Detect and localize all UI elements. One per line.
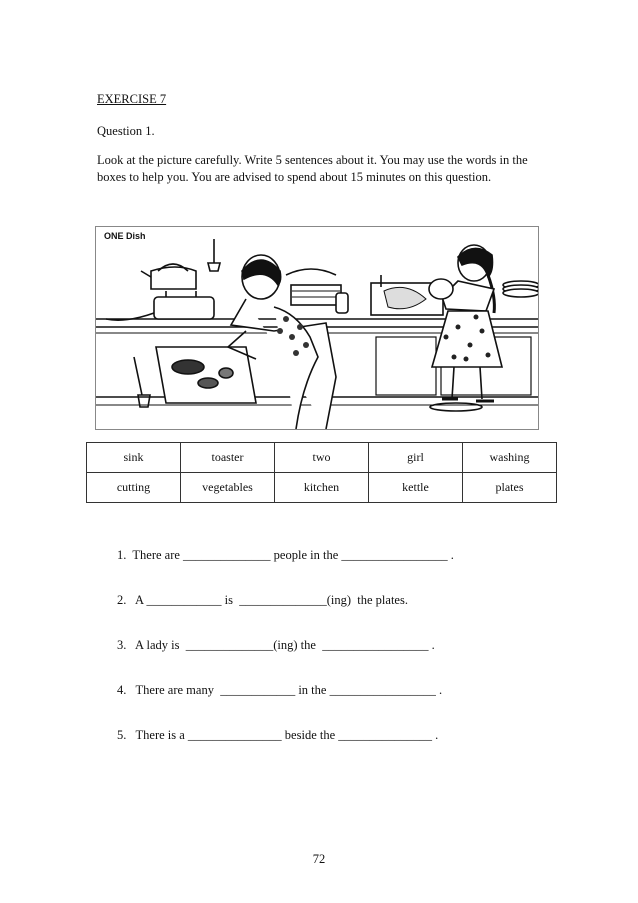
word-box-row bbox=[87, 473, 557, 503]
page-number: 72 bbox=[312, 852, 326, 866]
sentence-item: 1. There are ______________ people in the _________________ . bbox=[117, 548, 454, 562]
word-cell: washing bbox=[463, 443, 557, 473]
kitchen-drawing bbox=[96, 227, 538, 429]
sentence-item: 3. A lady is ______________(ing) the _________________ . bbox=[117, 638, 435, 652]
sentence-item: 5. There is a _______________ beside the _______________ . bbox=[117, 728, 439, 742]
word-cell: kitchen bbox=[275, 473, 369, 503]
sentence-list bbox=[117, 548, 454, 773]
word-cell: plates bbox=[463, 473, 557, 503]
word-box-table bbox=[86, 442, 557, 503]
question-label: Question 1. bbox=[97, 124, 155, 138]
word-cell: cutting bbox=[87, 473, 181, 503]
word-box-row bbox=[87, 443, 557, 473]
sentence-item: 4. There are many ____________ in the _________________ . bbox=[117, 683, 443, 697]
word-cell: vegetables bbox=[181, 473, 275, 503]
word-cell: two bbox=[275, 443, 369, 473]
word-cell: girl bbox=[369, 443, 463, 473]
word-cell: kettle bbox=[369, 473, 463, 503]
kitchen-illustration bbox=[95, 226, 539, 430]
sentence-item: 2. A ____________ is ______________(ing) the plates. bbox=[117, 593, 408, 607]
word-cell: sink bbox=[87, 443, 181, 473]
picture-corner-text: ONE Dish bbox=[104, 231, 146, 241]
exercise-heading: EXERCISE 7 bbox=[97, 92, 167, 106]
instructions-text: Look at the picture carefully. Write 5 sentences about it. You may use the words in the boxes to help you. You are advised to spend about 15 minutes on this question. bbox=[97, 153, 528, 184]
word-cell: toaster bbox=[181, 443, 275, 473]
